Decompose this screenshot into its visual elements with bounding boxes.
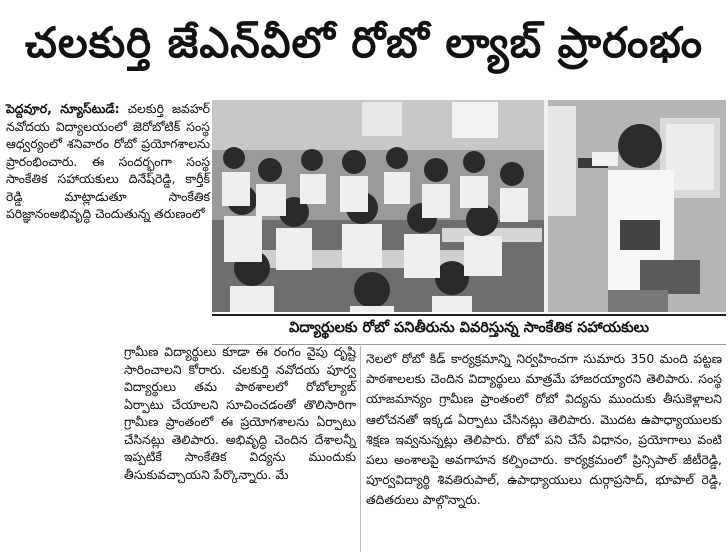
classroom-photo (212, 100, 544, 312)
article-text-right: నెలలో రోబో కిడ్ కార్యక్రమాన్ని నిర్వహించగా సుమారు 350 మంది పట్టణ పాఠశాలలకు చెందిన విద్యార్థులు మాత్రమే హాజరయ్యారని తెలిపారు. సంస్థ యాజమాన్యం గ్రామీణ ప్రాంతంలో రోబో విద్యను ముందుకు తీసుకెళ్లాలని ఆలోచనతో ఇక్కడ ఏర్పాటు చేసినట్లు తెలిపారు. మొదట ఉపాధ్యాయులకు శిక్షణ ఇవ్వనున్నట్లు తెలిపారు. రోబో పని చేసే విధానం, ప్రయోగాలు వంటి పలు అంశాలపై అవగాహన కల్పించారు. కార్యక్రమంలో ప్రిన్సిపాల్ జీటీరెడ్డి, పూర్వవిద్యార్థి శివతిరుపాల్, ఉపాధ్యాయులు దుర్గాప్రసాద్, భూపాల్ రెడ్డి, తదితరులు పాల్గొన్నారు. (366, 351, 722, 508)
news-photo (212, 100, 726, 312)
photo-caption: విద్యార్థులకు రోబో పనితీరును వివరిస్తున్న సాంకేతిక సహాయకులు (212, 314, 726, 345)
instructor-photo-image (548, 100, 726, 312)
classroom-photo-image (212, 100, 544, 312)
article-text-left: చలకుర్తి జవహర్ నవోదయ విద్యాలయంలో జెరోబోటిక్ సంస్థ ఆధ్వర్యంలో శనివారం రోబో ప్రయోగశాలను ప్రారంభించారు. ఈ సందర్భంగా సంస్థ సాంకేతిక సహాయకులు దినేష్‌రెడ్డి, కార్తీక్ రెడ్డి మాట్లాడుతూ సాంకేతిక పరిజ్ఞానంఅభివృద్ధి చెందుతున్న తరుణంలో (6, 101, 210, 221)
article-text-middle: గ్రామీణ విద్యార్థులు కూడా ఈ రంగం వైపు దృష్టి సారించాలని కోరారు. చలకుర్తి నవోదయ పూర్వ విద్యార్థులు తమ పాఠశాలలో రోబోల్యాబ్ ఏర్పాటు చేయాలని సూచించడంతో తొలిసారిగా గ్రామీణ ప్రాంతంలో ఈ ప్రయోగశాలను ఏర్పాటు చేసినట్లు తెలిపారు. అభివృద్ధి చెందిన దేశాలన్నీ ఇప్పటికే సాంకేతిక విద్యను ముందుకు తీసుకువచ్చాయని పేర్కొన్నారు. మే (124, 344, 356, 482)
column-divider (360, 346, 361, 552)
article-column-right (366, 349, 722, 511)
article-column-middle (124, 343, 356, 483)
instructor-photo (548, 100, 726, 312)
dateline: పెద్దవూర, న్యూస్‌టుడే: (6, 101, 120, 116)
article-column-left (6, 100, 210, 223)
headline: చలకుర్తి జేఎన్‌వీలో రోబో ల్యాబ్ ప్రారంభం (24, 18, 704, 67)
